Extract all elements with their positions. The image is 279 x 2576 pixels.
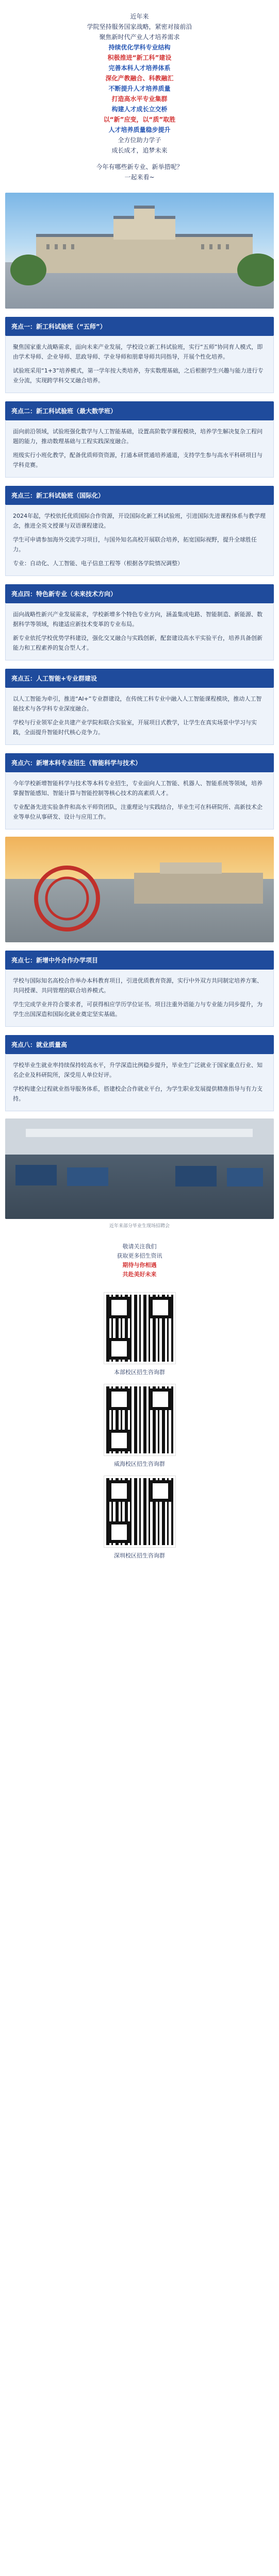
photo-caption: 近年来部分毕业生现场招聘会 bbox=[109, 1224, 170, 1229]
intro-line: 完善本科人才培养体系 bbox=[108, 64, 171, 72]
section-paragraph: 今年学校新增智能科学与技术等本科专业招生，专业面向人工智能、机器人、智能系统等领域，培养掌握智能感知、智能计算与智能控制等核心技术的高素质人才。 bbox=[13, 780, 262, 796]
section-4 bbox=[5, 584, 274, 660]
intro-line: 不断提升人才培养质量 bbox=[108, 85, 171, 92]
section-paragraph: 聚焦国家重大战略需求，面向未来产业发展，学校设立新工科试验班，实行“五师”协同育人模式，即由学术导师、企业导师、思政导师、学业导师和朋辈导师共同指导，开展个性化培养。 bbox=[13, 344, 263, 360]
qr-code-icon[interactable] bbox=[104, 1293, 175, 1364]
section-1 bbox=[5, 317, 274, 393]
qr-block-2 bbox=[101, 1384, 178, 1468]
campus-sculpture-photo bbox=[5, 837, 274, 942]
qr-label: 威海校区招生咨询群 bbox=[114, 1461, 165, 1467]
section-6 bbox=[5, 753, 274, 829]
section-paragraph: 试验班采用“1+3”培养模式，第一学年按大类培养，夯实数理基础，之后根据学生兴趣与能力进行专业分流，实现跨学科交叉融合培养。 bbox=[13, 367, 264, 384]
intro-line: 以“新”应变，以“质”取胜 bbox=[103, 116, 176, 123]
campus-photo bbox=[5, 193, 274, 309]
qr-code-icon[interactable] bbox=[104, 1476, 175, 1547]
section-paragraph: 面向战略性新兴产业发展需求，学校新增多个特色专业方向，涵盖集成电路、智能制造、新能源、数据科学等领域，构建适应新技术变革的专业布局。 bbox=[13, 611, 262, 628]
section-7 bbox=[5, 951, 274, 1027]
section-heading: 亮点七：新增中外合作办学项目 bbox=[5, 951, 274, 970]
qr-label: 深圳校区招生咨询群 bbox=[114, 1552, 165, 1559]
section-3 bbox=[5, 486, 274, 576]
intro-line: 积极推进“新工科”建设 bbox=[107, 54, 172, 61]
qr-block-3 bbox=[101, 1476, 178, 1560]
section-body bbox=[5, 970, 274, 1027]
intro-line: 持续优化学科专业结构 bbox=[108, 44, 171, 51]
outro-line: 获取更多招生资讯 bbox=[117, 1252, 162, 1259]
qr-label: 本部校区招生咨询群 bbox=[114, 1369, 165, 1376]
section-body bbox=[5, 603, 274, 660]
outro-line: 敬请关注我们 bbox=[122, 1243, 157, 1250]
section-paragraph: 专业配备先进实验条件和高水平师资团队，注重理论与实践结合，毕业生可在科研院所、高新技术企业等单位从事研发、设计与应用工作。 bbox=[13, 804, 262, 820]
section-paragraph: 学校毕业生就业率持续保持较高水平，升学深造比例稳步提升，毕业生广泛就业于国家重点行业、知名企业及科研院所，深受用人单位好评。 bbox=[13, 1062, 262, 1078]
section-heading: 亮点八：就业质量高 bbox=[5, 1035, 274, 1054]
section-paragraph: 学生完成学业并符合要求者，可获得相应学历学位证书。项目注重外语能力与专业能力同步提升，为学生出国深造和国际化就业奠定坚实基础。 bbox=[13, 1001, 262, 1018]
intro-line: 成长成才，追梦未来 bbox=[111, 147, 168, 154]
section-paragraph: 新专业依托学校优势学科建设，强化交叉融合与实践创新，配套建设高水平实验平台，培养具备创新能力和工程素养的复合型人才。 bbox=[13, 635, 262, 651]
section-paragraph: 学校构建全过程就业指导服务体系，搭建校企合作就业平台，为学生职业发展提供精准指导与有力支持。 bbox=[13, 1086, 262, 1102]
outro-block bbox=[0, 1229, 279, 1284]
section-body bbox=[5, 420, 274, 478]
outro-line: 期待与你相遇 bbox=[122, 1262, 157, 1268]
section-8 bbox=[5, 1035, 274, 1111]
qr-block-1 bbox=[101, 1293, 178, 1376]
section-body bbox=[5, 1054, 274, 1111]
section-heading: 亮点四：特色新专业（未来技术方向） bbox=[5, 584, 274, 603]
section-heading: 亮点六：新增本科专业招生（智能科学与技术） bbox=[5, 753, 274, 772]
section-paragraph: 班级实行小班化教学，配备优质师资资源，打通本研贯通培养通道，支持学生参与高水平科研项目与学科竞赛。 bbox=[13, 452, 262, 468]
intro-line: 打造高水平专业集群 bbox=[111, 95, 168, 103]
sculpture-illustration bbox=[5, 837, 274, 942]
section-heading: 亮点二：新工科试验班（最大数学班） bbox=[5, 401, 274, 420]
qr-code-icon[interactable] bbox=[104, 1384, 175, 1455]
section-2 bbox=[5, 401, 274, 478]
job-fair-illustration bbox=[5, 1118, 274, 1219]
section-paragraph: 专业：自动化、人工智能、电子信息工程等（根据各学院情况调整） bbox=[13, 560, 183, 567]
intro-line: 一起来看~ bbox=[124, 174, 155, 181]
intro-line: 深化产教融合、科教融汇 bbox=[105, 75, 174, 82]
section-body bbox=[5, 336, 274, 393]
intro-line: 近年来 bbox=[130, 13, 149, 20]
section-heading: 亮点三：新工科试验班（国际化） bbox=[5, 486, 274, 505]
intro-line: 今年有哪些新专业、新举措呢？ bbox=[96, 163, 183, 171]
intro-line: 全方位助力学子 bbox=[118, 137, 161, 144]
section-heading: 亮点一：新工科试验班（“五师”） bbox=[5, 317, 274, 336]
section-paragraph: 学生可申请参加海外交流学习项目，与国外知名高校开展联合培养，拓宽国际视野，提升全球胜任力。 bbox=[13, 536, 257, 553]
intro-line: 学院坚持服务国家战略，紧密对接前沿 bbox=[87, 23, 192, 30]
section-paragraph: 学校与行业领军企业共建产业学院和联合实验室，开展项目式教学，让学生在真实场景中学习与实践，全面提升智能时代核心竞争力。 bbox=[13, 719, 257, 736]
section-body bbox=[5, 772, 274, 829]
section-heading: 亮点五：人工智能+专业群建设 bbox=[5, 669, 274, 688]
job-fair-photo bbox=[5, 1118, 274, 1219]
section-body bbox=[5, 688, 274, 745]
intro-line: 人才培养质量稳步提升 bbox=[108, 126, 171, 133]
section-paragraph: 面向前沿领域，试验班强化数学与人工智能基础，设置高阶数学课程模块，培养学生解决复杂工程问题的能力，推动数理基础与工程实践深度融合。 bbox=[13, 428, 262, 445]
section-5 bbox=[5, 669, 274, 745]
intro-line: 聚焦新时代产业人才培养需求 bbox=[99, 33, 180, 41]
section-body bbox=[5, 505, 274, 576]
section-paragraph: 学校与国际知名高校合作举办本科教育项目，引进优质教育资源，实行中外双方共同制定培养方案、共同授课、共同管理的联合培养模式。 bbox=[13, 977, 262, 994]
intro-block bbox=[0, 0, 279, 188]
section-paragraph: 2024年起，学校依托优质国际合作资源，开设国际化新工科试验班，引进国际先进课程体系与教学理念，推进全英文授课与双语课程建设。 bbox=[13, 513, 266, 529]
outro-line: 共赴美好未来 bbox=[122, 1271, 157, 1278]
intro-line: 构建人才成长立交桥 bbox=[111, 106, 168, 113]
section-paragraph: 以人工智能为牵引，推进“AI+”专业群建设，在传统工科专业中融入人工智能课程模块，推动人工智能技术与各学科专业深度融合。 bbox=[13, 696, 262, 712]
